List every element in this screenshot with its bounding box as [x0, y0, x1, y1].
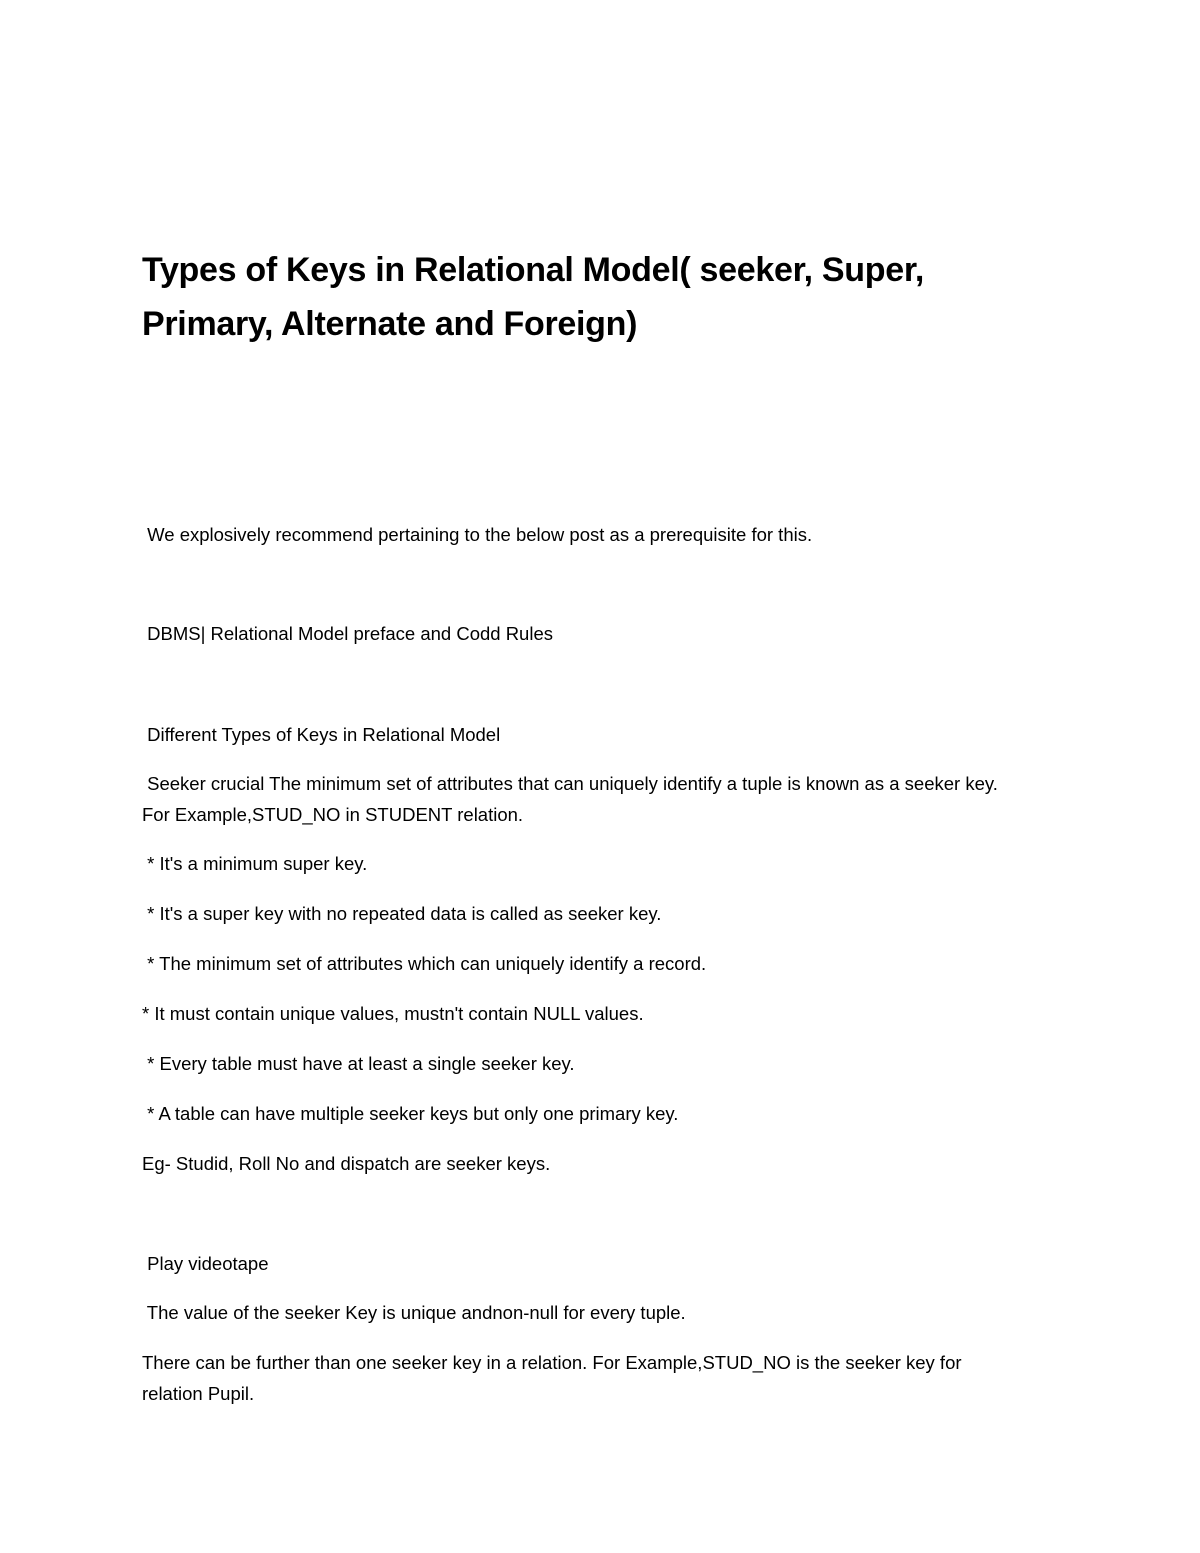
prerequisite-link[interactable]: DBMS| Relational Model preface and Codd Rules: [142, 623, 553, 644]
bullet-item: * It must contain unique values, mustn't contain NULL values.: [142, 1003, 644, 1024]
bullet-item: * Every table must have at least a single seeker key.: [142, 1053, 575, 1074]
bullet-item: * A table can have multiple seeker keys but only one primary key.: [142, 1103, 679, 1124]
definition-line-2: For Example,STUD_NO in STUDENT relation.: [142, 804, 524, 825]
value-note: The value of the seeker Key is unique andnon-null for every tuple.: [142, 1302, 686, 1323]
play-video-label[interactable]: Play videotape: [142, 1253, 269, 1274]
title-line-2: Primary, Alternate and Foreign): [142, 305, 638, 343]
bullet-item: * The minimum set of attributes which can uniquely identify a record.: [142, 953, 707, 974]
document-title: [142, 243, 1042, 351]
section-heading: Different Types of Keys in Relational Model: [142, 724, 501, 745]
definition-line-1: Seeker crucial The minimum set of attributes that can uniquely identify a tuple is known as a seeker key.: [142, 773, 998, 794]
example-line: Eg- Studid, Roll No and dispatch are seeker keys.: [142, 1153, 551, 1174]
closing-line-1: There can be further than one seeker key in a relation. For Example,STUD_NO is the seeker key for: [142, 1352, 962, 1373]
bullet-item: * It's a super key with no repeated data is called as seeker key.: [142, 903, 662, 924]
title-line-1: Types of Keys in Relational Model( seeker, Super,: [142, 251, 925, 289]
closing-line-2: relation Pupil.: [142, 1383, 255, 1404]
intro-paragraph: We explosively recommend pertaining to the below post as a prerequisite for this.: [142, 524, 813, 545]
bullet-item: * It's a minimum super key.: [142, 853, 368, 874]
